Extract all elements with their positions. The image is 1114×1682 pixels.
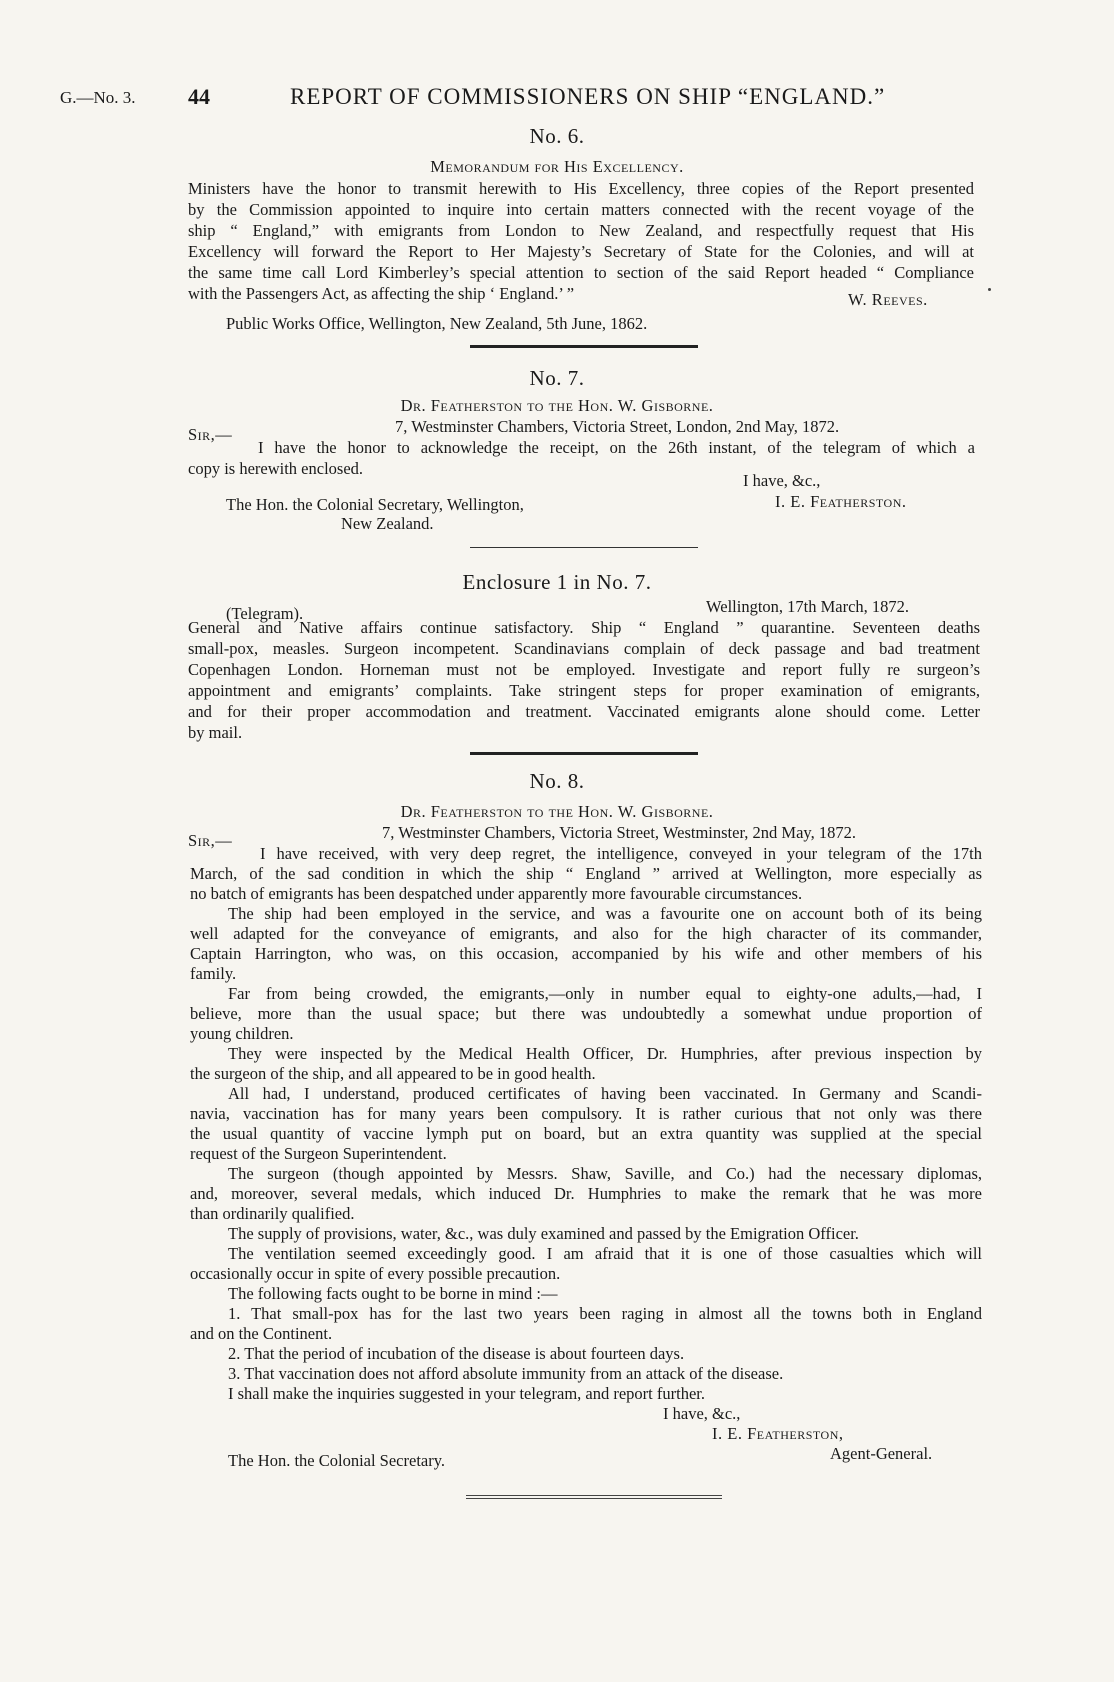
no8-body-line: I shall make the inquiries suggested in your telegram, and report further. xyxy=(228,1384,705,1403)
no8-body-line: occasionally occur in spite of every possible precaution. xyxy=(190,1264,561,1283)
no8-body-line: They were inspected by the Medical Health Officer, Dr. Humphries, after previous inspection by xyxy=(228,1044,982,1063)
no8-recipient: The Hon. the Colonial Secretary. xyxy=(228,1451,446,1470)
no7-salutation: Sir,— xyxy=(188,425,233,444)
page-number: 44 xyxy=(188,84,210,109)
enclosure-type: (Telegram). xyxy=(226,604,304,623)
letter-caption-no8: Dr. Featherston to the Hon. W. Gisborne. xyxy=(400,802,714,821)
no8-body-line: the surgeon of the ship, and all appeared to be in good health. xyxy=(190,1064,596,1083)
print-speck xyxy=(988,288,991,291)
no8-body-line: and on the Continent. xyxy=(190,1324,333,1343)
document-reference: G.—No. 3. xyxy=(60,88,136,107)
no8-body-line: The ship had been employed in the service, and was a favourite one on account both of its being xyxy=(228,904,982,923)
no6-body-line: ship “ England,” with emigrants from London to New Zealand, and respectfully request that His xyxy=(188,221,974,240)
no8-body-line: and, moreover, several medals, which induced Dr. Humphries to make the remark that he was more xyxy=(190,1184,982,1203)
section-title-no6: No. 6. xyxy=(529,124,585,148)
no8-body-line: March, of the sad condition in which the ship “ England ” arrived at Wellington, more especially as xyxy=(190,864,982,883)
no7-body-line: copy is herewith enclosed. xyxy=(188,459,364,478)
section-divider xyxy=(470,547,698,548)
no8-salutation: Sir,— xyxy=(188,831,233,850)
no6-body-line: the same time call Lord Kimberley’s special attention to section of the said Report headed “ Compliance xyxy=(188,263,974,282)
no8-body-line: The following facts ought to be borne in mind :— xyxy=(228,1284,558,1303)
no8-body-line: Captain Harrington, who was, on this occasion, accompanied by his wife and other members of his xyxy=(190,944,982,963)
no8-body-line: The surgeon (though appointed by Messrs. Shaw, Saville, and Co.) had the necessary diplomas, xyxy=(228,1164,982,1183)
no8-address: 7, Westminster Chambers, Victoria Street, Westminster, 2nd May, 1872. xyxy=(382,823,856,842)
no8-body-line: the usual quantity of vaccine lymph put on board, but an extra quantity was supplied at the special xyxy=(190,1124,982,1143)
no8-body-line: 3. That vaccination does not afford absolute immunity from an attack of the disease. xyxy=(228,1364,784,1383)
enclosure-body-line: Copenhagen London. Horneman must not be employed. Investigate and report fully re surgeon’s xyxy=(188,660,980,679)
no8-body-line: I have received, with very deep regret, the intelligence, conveyed in your telegram of the 17th xyxy=(260,844,982,863)
no6-body-line: with the Passengers Act, as affecting the ship ‘ England.’ ” xyxy=(188,284,575,303)
section-title-no7: No. 7. xyxy=(529,366,585,390)
no8-body-line: 1. That small-pox has for the last two years been raging in almost all the towns both in England xyxy=(228,1304,982,1323)
enclosure-body-line: appointment and emigrants’ complaints. Take stringent steps for proper examination of emigrants, xyxy=(188,681,980,700)
no8-body-line: than ordinarily qualified. xyxy=(190,1204,355,1223)
no8-body-line: believe, more than the usual space; but there was undoubtedly a somewhat undue proportion of xyxy=(190,1004,982,1023)
no7-body-line: I have the honor to acknowledge the receipt, on the 26th instant, of the telegram of which a xyxy=(258,438,975,457)
no6-body-line: Excellency will forward the Report to Her Majesty’s Secretary of State for the Colonies, and will at xyxy=(188,242,974,261)
letter-caption-no7: Dr. Featherston to the Hon. W. Gisborne. xyxy=(400,396,714,415)
no8-body-line: family. xyxy=(190,964,237,983)
no7-recipient: The Hon. the Colonial Secretary, Wellington, xyxy=(226,495,524,514)
no7-address: 7, Westminster Chambers, Victoria Street, London, 2nd May, 1872. xyxy=(395,417,840,436)
no6-body-line: by the Commission appointed to inquire into certain matters connected with the recent voyage of the xyxy=(188,200,974,219)
no8-body-line: The ventilation seemed exceedingly good. I am afraid that it is one of those casualties which will xyxy=(228,1244,982,1263)
enclosure-body-line: and for their proper accommodation and treatment. Vaccinated emigrants alone should come. Letter xyxy=(188,702,980,721)
no8-body-line: All had, I understand, produced certificates of having been vaccinated. In Germany and Scandi- xyxy=(228,1084,982,1103)
no8-signature-title: Agent-General. xyxy=(830,1444,933,1463)
enclosure-title: Enclosure 1 in No. 7. xyxy=(462,570,652,594)
no6-place-date: Public Works Office, Wellington, New Zealand, 5th June, 1862. xyxy=(226,314,648,333)
no8-body-line: well adapted for the conveyance of emigrants, and also for the high character of its commander, xyxy=(190,924,982,943)
no6-signature: W. Reeves. xyxy=(848,290,928,309)
no7-recipient: New Zealand. xyxy=(341,514,434,533)
no8-closing: I have, &c., xyxy=(663,1404,741,1423)
no7-signature: I. E. Featherston. xyxy=(775,492,907,511)
no8-body-line: no batch of emigrants has been despatched under apparently more favourable circumstances. xyxy=(190,884,803,903)
no8-body-line: 2. That the period of incubation of the disease is about fourteen days. xyxy=(228,1344,685,1363)
page-header xyxy=(60,84,1060,114)
no8-body-line: young children. xyxy=(190,1024,294,1043)
section-divider xyxy=(470,752,698,755)
enclosure-body-line: small-pox, measles. Surgeon incompetent. Scandinavians complain of deck passage and bad treatment xyxy=(188,639,980,658)
no8-body-line: navia, vaccination has for many years been compulsory. It is rather curious that not only was there xyxy=(190,1104,982,1123)
memorandum-caption: Memorandum for His Excellency. xyxy=(430,157,684,176)
section-divider xyxy=(470,345,698,348)
end-divider xyxy=(466,1495,722,1499)
no8-signature: I. E. Featherston, xyxy=(712,1424,844,1443)
report-title: REPORT OF COMMISSIONERS ON SHIP “ENGLAND.” xyxy=(290,84,886,109)
no8-body-line: request of the Surgeon Superintendent. xyxy=(190,1144,447,1163)
no8-body-line: The supply of provisions, water, &c., was duly examined and passed by the Emigration Officer. xyxy=(228,1224,859,1243)
no8-body-line: Far from being crowded, the emigrants,—only in number equal to eighty-one adults,—had, I xyxy=(228,984,982,1003)
section-title-no8: No. 8. xyxy=(529,769,585,793)
enclosure-place-date: Wellington, 17th March, 1872. xyxy=(706,597,910,616)
no7-closing: I have, &c., xyxy=(743,471,821,490)
enclosure-body-line: General and Native affairs continue satisfactory. Ship “ England ” quarantine. Seventeen deaths xyxy=(188,618,980,637)
enclosure-body-line: by mail. xyxy=(188,723,243,742)
no6-body-line: Ministers have the honor to transmit herewith to His Excellency, three copies of the Report presented xyxy=(188,179,974,198)
